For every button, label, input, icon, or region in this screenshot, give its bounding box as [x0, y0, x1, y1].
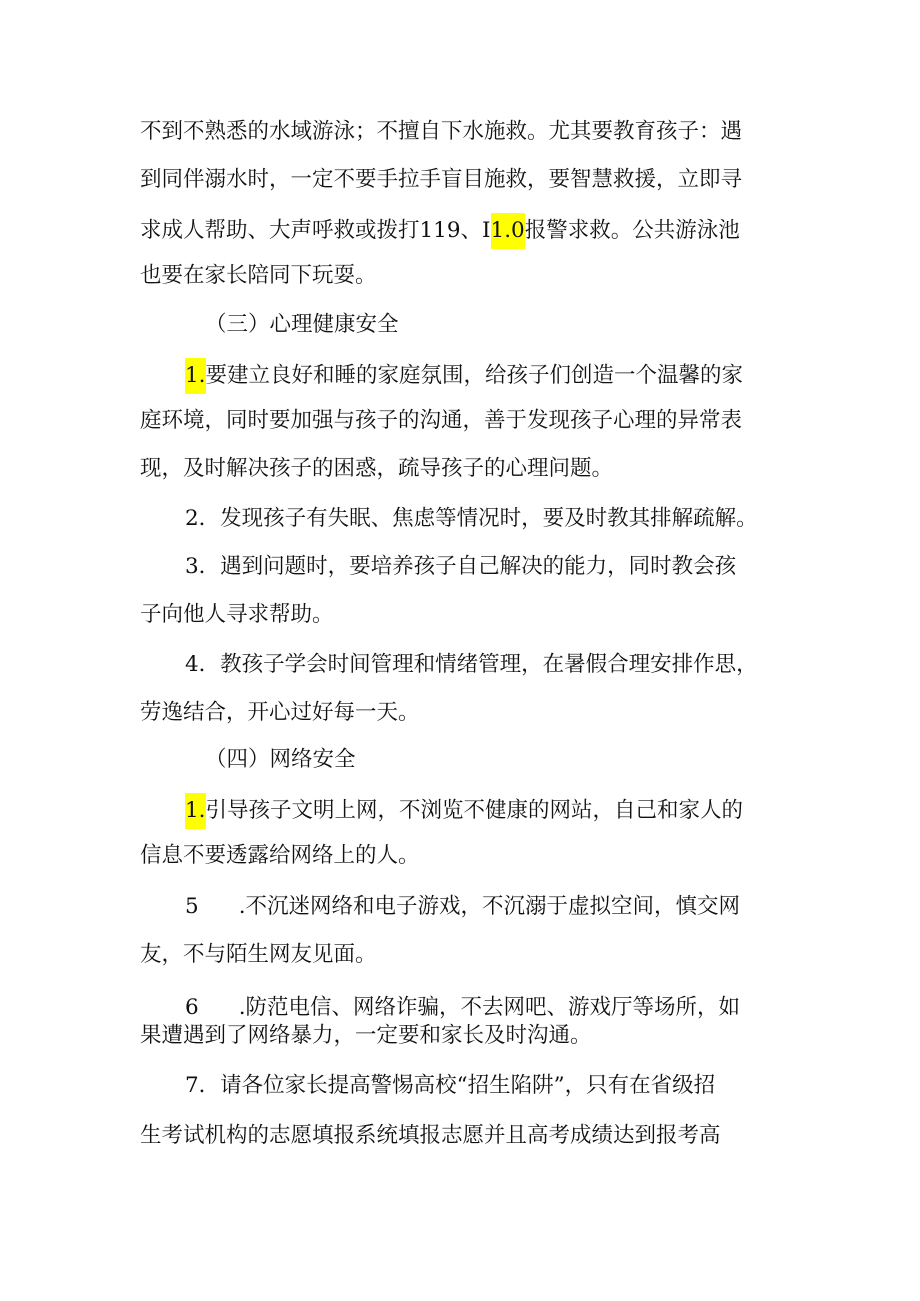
list-item: 4．教孩子学会时间管理和情绪管理，在暑假合理安排作思，: [185, 652, 758, 677]
text-span: .防范电信、网络诈骗，不去网吧、游戏厅等场所，如: [238, 995, 741, 1020]
list-item: [185, 358, 743, 394]
paragraph-line: 到同伴溺水时，一定不要手拉手盲目施救，要智慧救援，立即寻: [140, 167, 743, 192]
paragraph-line: 子向他人寻求帮助。: [140, 602, 334, 627]
list-item: [185, 892, 740, 922]
paragraph-line: 不到不熟悉的水域游泳；不擅自下水施救。尤其要教育孩子：遇: [140, 119, 743, 144]
section-heading-3: （三）心理健康安全: [205, 312, 399, 337]
text-span: 要建立良好和睡的家庭氛围，给孩子们创造一个温馨的家: [205, 363, 744, 388]
paragraph-line: 友，不与陌生网友见面。: [140, 942, 377, 967]
text-span: .不沉迷网络和电子游戏，不沉溺于虚拟空间，慎交网: [238, 894, 741, 919]
list-item: [185, 993, 740, 1023]
item-number: 5: [185, 894, 199, 919]
list-item: 7．请各位家长提高警惕高校“招生陷阱”，只有在省级招: [185, 1073, 716, 1098]
paragraph-line: 庭环境，同时要加强与孩子的沟通，善于发现孩子心理的异常表: [140, 408, 743, 433]
paragraph-line: 信息不要透露给网络上的人。: [140, 843, 420, 868]
list-item: 2．发现孩子有失眠、焦虑等情况时，要及时教其排解疏解。: [185, 506, 758, 531]
paragraph-line: 现，及时解决孩子的困惑，疏导孩子的心理问题。: [140, 456, 614, 481]
highlighted-number: 1.: [185, 793, 206, 829]
item-number: 6: [185, 995, 199, 1020]
text-span: 引导孩子文明上网，不浏览不健康的网站，自己和家人的: [205, 798, 744, 823]
paragraph-line: 劳逸结合，开心过好每一天。: [140, 700, 420, 725]
text-span: 求成人帮助、大声呼救或拨打119、I: [140, 218, 491, 243]
highlighted-text: 1.0: [491, 213, 525, 249]
list-item: [185, 793, 743, 829]
paragraph-line: 果遭遇到了网络暴力，一定要和家长及时沟通。: [140, 1023, 592, 1048]
text-span: 报警求救。公共游泳池: [524, 218, 740, 243]
paragraph-line: 生考试机构的志愿填报系统填报志愿并且高考成绩达到报考高: [140, 1123, 721, 1148]
list-item: 3．遇到问题时，要培养孩子自己解决的能力，同时教会孩: [185, 554, 737, 579]
paragraph-line: [140, 213, 740, 249]
paragraph-line: 也要在家长陪同下玩耍。: [140, 263, 377, 288]
section-heading-4: （四）网络安全: [205, 747, 356, 772]
highlighted-number: 1.: [185, 358, 206, 394]
